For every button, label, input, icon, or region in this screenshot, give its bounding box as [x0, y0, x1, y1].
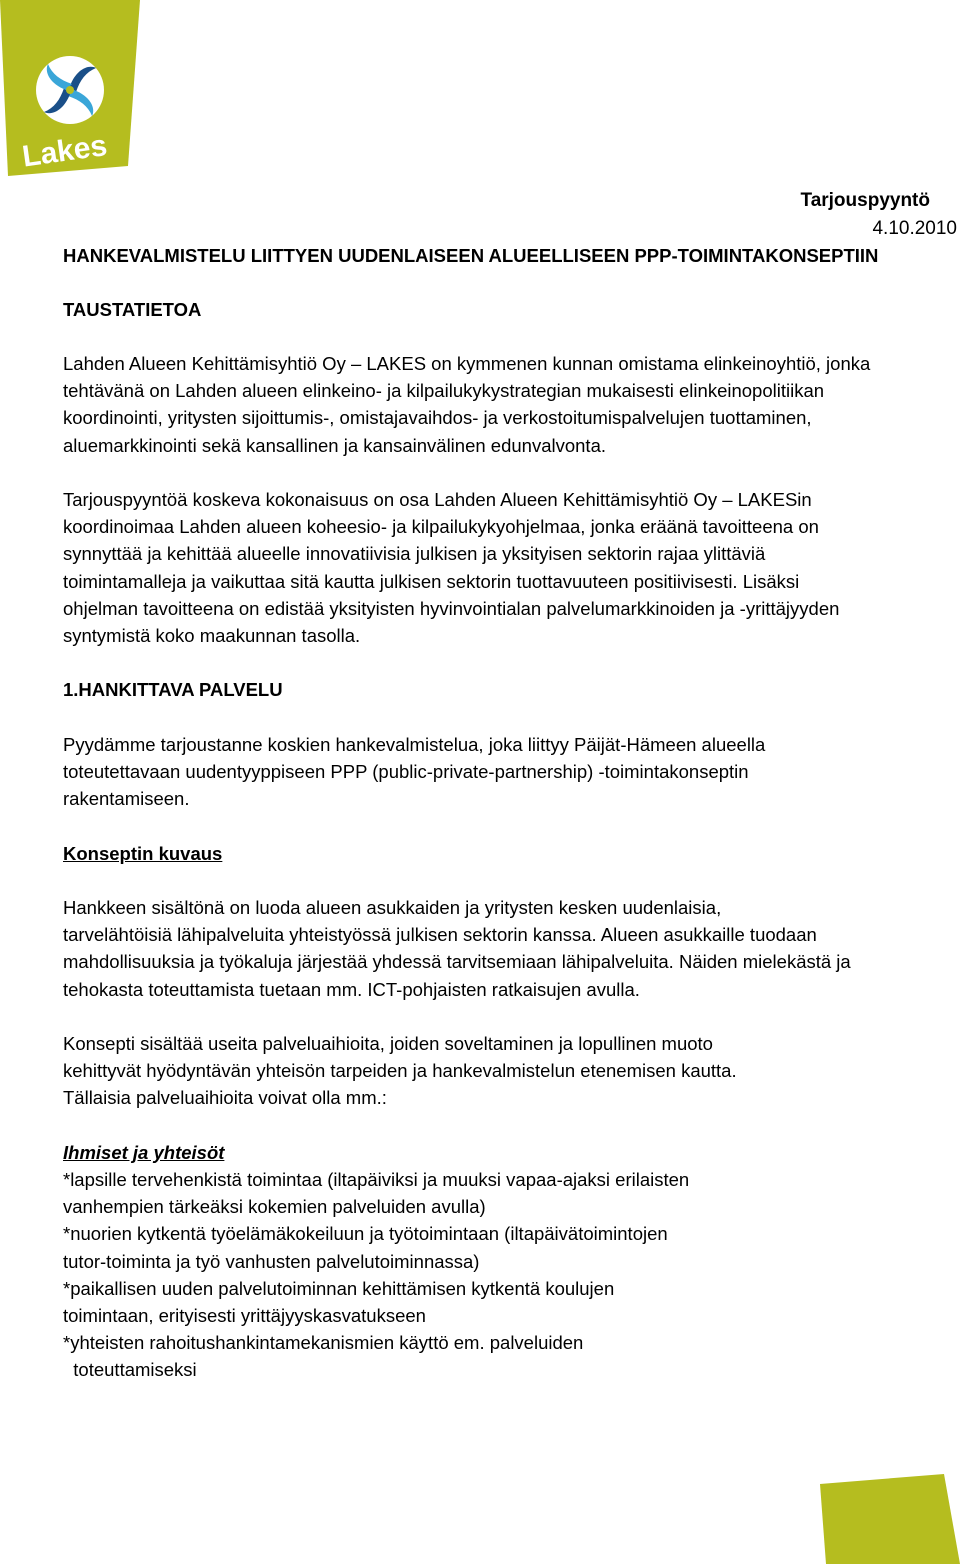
- section-1-heading: 1.HANKITTAVA PALVELU: [63, 679, 283, 700]
- text-line: koordinointi, yritysten sijoittumis-, omistajavaihdos- ja verkostoitumispalvelujen tuottaminen,: [63, 407, 812, 429]
- text-line: toimintamalleja ja vaikuttaa sitä kautta julkisen sektorin tuottavuuteen positiivisesti. Lisäksi: [63, 570, 800, 592]
- list-item: *yhteisten rahoitushankintamekanismien käyttö em. palveluiden: [63, 1332, 584, 1354]
- text-line: Pyydämme tarjoustanne koskien hankevalmistelua, joka liittyy Päijät-Hämeen alueella: [63, 734, 766, 755]
- text-line: synnyttää ja kehittää alueelle innovatiivisia julkisen ja yksityisen sektorin rajaa ylittäviä: [63, 543, 766, 565]
- list-item: *nuorien kytkentä työelämäkokeiluun ja työtoimintaan (iltapäivätoimintojen: [63, 1223, 668, 1245]
- text-line: Hankkeen sisältönä on luoda alueen asukkaiden ja yritysten kesken uudenlaisia,: [63, 897, 722, 918]
- text-line: kehittyvät hyödyntävän yhteisön tarpeiden ja hankevalmistelun etenemisen kautta.: [63, 1060, 737, 1082]
- text-line: ohjelman tavoitteena on edistää yksityisten hyvinvointialan palvelumarkkinoiden ja -yrittäjyyden: [63, 597, 840, 619]
- document-date: 4.10.2010: [872, 218, 957, 239]
- text-line: tehtävänä on Lahden alueen elinkeino- ja kilpailukykystrategian mukaisesti elinkeinopolitiikan: [63, 380, 825, 402]
- text-line: Tällaisia palveluaihioita voivat olla mm.:: [63, 1087, 387, 1109]
- list-item: *paikallisen uuden palvelutoiminnan kehittämisen kytkentä koulujen: [63, 1277, 615, 1299]
- list-item: toimintaan, erityisesti yrittäjyyskasvatukseen: [63, 1305, 426, 1327]
- text-line: aluemarkkinointi sekä kansallinen ja kansainvälinen edunvalvonta.: [63, 434, 607, 456]
- concept-paragraph-2: [63, 1030, 953, 1112]
- text-line: koordinoimaa Lahden alueen koheesio- ja kilpailukykyohjelmaa, jonka eräänä tavoitteena on: [63, 516, 819, 538]
- text-line: rakentamiseen.: [63, 788, 190, 810]
- section-1-paragraph: [63, 731, 953, 813]
- list-item: vanhempien tärkeäksi kokemien palveluiden avulla): [63, 1196, 486, 1218]
- concept-heading: Konseptin kuvaus: [63, 843, 223, 864]
- list-item: toteuttamiseksi: [63, 1359, 197, 1381]
- text-line: toteutettavaan uudentyyppiseen PPP (public-private-partnership) -toimintakonseptin: [63, 761, 749, 783]
- list-item: *lapsille tervehenkistä toimintaa (iltapäiviksi ja muuksi vapaa-ajaksi erilaisten: [63, 1169, 690, 1190]
- text-line: tarvelähtöisiä lähipalveluita yhteistyössä julkisen sektorin kanssa. Alueen asukkaille tuodaan: [63, 924, 817, 946]
- text-line: Konsepti sisältää useita palveluaihioita, joiden soveltaminen ja lopullinen muoto: [63, 1033, 713, 1054]
- list-item: tutor-toiminta ja työ vanhusten palvelutoiminnassa): [63, 1250, 480, 1272]
- svg-text:Lakes: Lakes: [20, 128, 110, 174]
- text-line: Tarjouspyyntöä koskeva kokonaisuus on osa Lahden Alueen Kehittämisyhtiö Oy – LAKESin: [63, 489, 812, 510]
- background-paragraph-1: [63, 350, 953, 459]
- people-list: [63, 1166, 953, 1384]
- background-heading: TAUSTATIETOA: [63, 299, 202, 320]
- text-line: tehokasta toteuttamista tuetaan mm. ICT-pohjaisten ratkaisujen avulla.: [63, 978, 640, 1000]
- background-paragraph-2: [63, 486, 953, 649]
- concept-paragraph-1: [63, 894, 953, 1003]
- people-heading: Ihmiset ja yhteisöt: [63, 1142, 225, 1163]
- corner-decoration: [820, 1474, 960, 1564]
- lakes-logo: [0, 0, 140, 176]
- text-line: Lahden Alueen Kehittämisyhtiö Oy – LAKES on kymmenen kunnan omistama elinkeinoyhtiö, jonka: [63, 353, 871, 374]
- document-title: HANKEVALMISTELU LIITTYEN UUDENLAISEEN ALUEELLISEEN PPP-TOIMINTAKONSEPTIIN: [63, 245, 879, 266]
- document-type: Tarjouspyyntö: [800, 190, 930, 211]
- text-line: syntymistä koko maakunnan tasolla.: [63, 625, 361, 647]
- text-line: mahdollisuuksia ja työkaluja järjestää yhdessä tarvitsemiaan lähipalveluita. Näiden mielekästä ja: [63, 951, 851, 973]
